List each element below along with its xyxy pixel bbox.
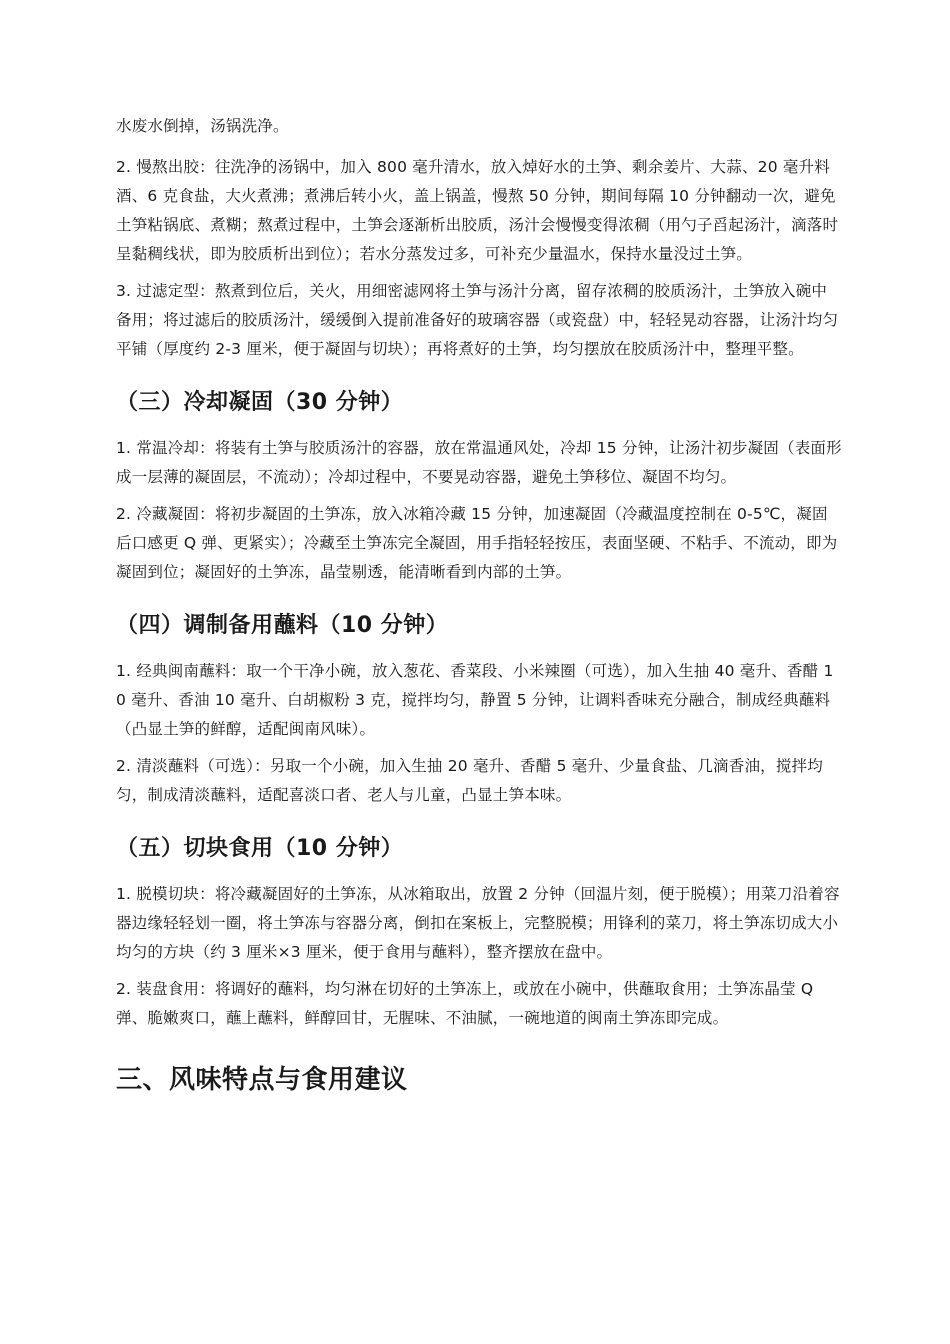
subsection-heading: （三）冷却凝固（30 分钟） [116, 390, 404, 415]
paragraph: 1. 经典闽南蘸料：取一个干净小碗，放入葱花、香菜段、小米辣圈（可选），加入生抽 40 毫升、香醋 10 毫升、香油 10 毫升、白胡椒粉 3 克，搅拌均匀，静置 5 分钟，让调料香味充分融合，制成经典蘸料（凸显土笋的鲜醇，适配闽南风味）。 [116, 662, 834, 738]
paragraph: 2. 冷藏凝固：将初步凝固的土笋冻，放入冰箱冷藏 15 分钟，加速凝固（冷藏温度控制在 0-5℃，凝固后口感更 Q 弹、更紧实）；冷藏至土笋冻完全凝固，用手指轻轻按压，表面坚硬、不粘手、不流动，即为凝固到位；凝固好的土笋冻，晶莹剔透，能清晰看到内部的土笋。 [116, 505, 838, 581]
document-page [116, 112, 842, 1099]
subsection-heading: （五）切块食用（10 分钟） [116, 836, 404, 861]
subsection-heading: （四）调制备用蘸料（10 分钟） [116, 613, 449, 638]
paragraph: 水废水倒掉，汤锅洗净。 [116, 117, 289, 135]
paragraph: 1. 脱模切块：将冷藏凝固好的土笋冻，从冰箱取出，放置 2 分钟（回温片刻，便于脱模）；用菜刀沿着容器边缘轻轻划一圈，将土笋冻与容器分离，倒扣在案板上，完整脱模；用锋利的菜刀，将土笋冻切成大小均匀的方块（约 3 厘米×3 厘米，便于食用与蘸料），整齐摆放在盘中。 [116, 885, 840, 961]
paragraph: 3. 过滤定型：熬煮到位后，关火，用细密滤网将土笋与汤汁分离，留存浓稠的胶质汤汁，土笋放入碗中备用；将过滤后的胶质汤汁，缓缓倒入提前准备好的玻璃容器（或瓷盘）中，轻轻晃动容器，让汤汁均匀平铺（厚度约 2-3 厘米，便于凝固与切块）；再将煮好的土笋，均匀摆放在胶质汤汁中，整理平整。 [116, 282, 839, 358]
paragraph: 2. 慢熬出胶：往洗净的汤锅中，加入 800 毫升清水，放入焯好水的土笋、剩余姜片、大蒜、20 毫升料酒、6 克食盐，大火煮沸；煮沸后转小火，盖上锅盖，慢熬 50 分钟，期间每隔 10 分钟翻动一次，避免土笋粘锅底、煮糊；熬煮过程中，土笋会逐渐析出胶质，汤汁会慢慢变得浓稠（用勺子舀起汤汁，滴落时呈黏稠线状，即为胶质析出到位）；若水分蒸发过多，可补充少量温水，保持水量没过土笋。 [116, 158, 839, 263]
paragraph: 1. 常温冷却：将装有土笋与胶质汤汁的容器，放在常温通风处，冷却 15 分钟，让汤汁初步凝固（表面形成一层薄的凝固层，不流动）；冷却过程中，不要晃动容器，避免土笋移位、凝固不均匀。 [116, 439, 842, 486]
section-heading: 三、风味特点与食用建议 [116, 1065, 408, 1095]
paragraph: 2. 装盘食用：将调好的蘸料，均匀淋在切好的土笋冻上，或放在小碗中，供蘸取食用；土笋冻晶莹 Q 弹、脆嫩爽口，蘸上蘸料，鲜醇回甘，无腥味、不油腻，一碗地道的闽南土笋冻即完成。 [116, 980, 814, 1027]
paragraph: 2. 清淡蘸料（可选）：另取一个小碗，加入生抽 20 毫升、香醋 5 毫升、少量食盐、几滴香油，搅拌均匀，制成清淡蘸料，适配喜淡口者、老人与儿童，凸显土笋本味。 [116, 757, 823, 804]
